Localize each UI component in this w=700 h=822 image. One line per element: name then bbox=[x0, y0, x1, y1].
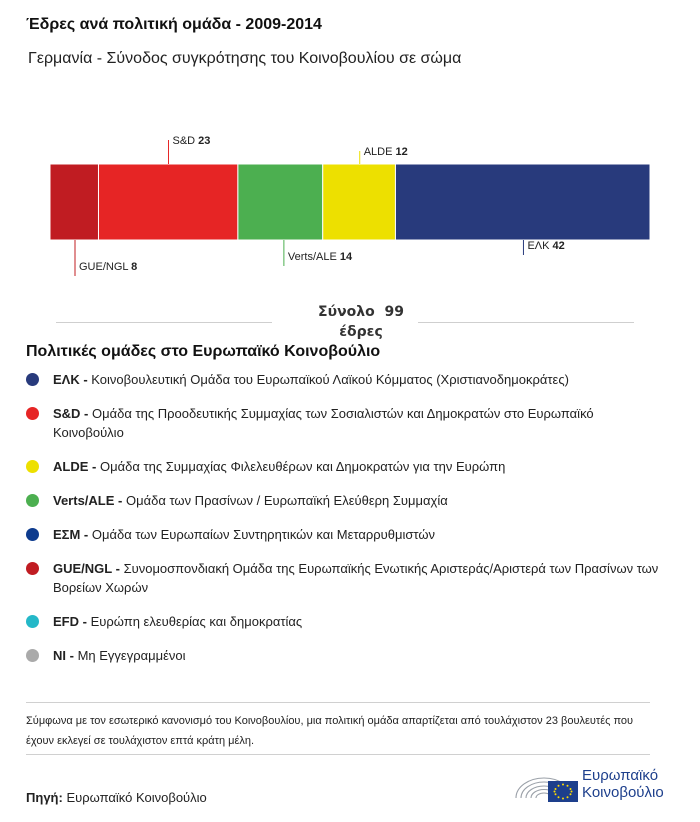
legend-dot bbox=[26, 528, 39, 541]
source-value: Ευρωπαϊκό Κοινοβούλιο bbox=[66, 790, 207, 805]
legend-dot bbox=[26, 373, 39, 386]
total-left-rule bbox=[56, 322, 272, 323]
party-legend bbox=[26, 370, 666, 680]
data-label-gue-ngl: GUE/NGL 8 bbox=[79, 261, 138, 273]
bar-segment-gue-ngl bbox=[50, 164, 98, 240]
legend-abbr: ΕΣΜ - bbox=[53, 527, 89, 542]
legend-abbr: NI - bbox=[53, 648, 74, 663]
legend-dot bbox=[26, 407, 39, 420]
legend-abbr: S&D - bbox=[53, 406, 89, 421]
source-line bbox=[26, 790, 207, 805]
legend-text: Μη Εγγεγραμμένοι bbox=[77, 648, 186, 663]
footnote-rule bbox=[26, 754, 650, 755]
legend-dot bbox=[26, 615, 39, 628]
bar-segment-ελκ bbox=[395, 164, 650, 240]
legend-text: Κοινοβουλευτική Ομάδα του Ευρωπαϊκού Λαϊκού Κόμματος (Χριστιανοδημοκράτες) bbox=[91, 372, 569, 387]
legend-abbr: ΕΛΚ - bbox=[53, 372, 88, 387]
total-label: Σύνολο bbox=[318, 304, 375, 320]
chart-subtitle: Γερμανία - Σύνοδος συγκρότησης του Κοινοβουλίου σε σώμα bbox=[28, 50, 462, 67]
total-right-rule bbox=[418, 322, 634, 323]
seats-stacked-bar-chart bbox=[0, 130, 700, 290]
logo-text bbox=[582, 767, 664, 801]
legend-item-efd bbox=[26, 612, 666, 631]
legend-text: Ευρώπη ελευθερίας και δημοκρατίας bbox=[90, 614, 303, 629]
data-label-ελκ: ΕΛΚ 42 bbox=[527, 240, 565, 252]
total-seats bbox=[0, 302, 700, 342]
footnote: Σύμφωνα με τον εσωτερικό κανονισμό του Κοινοβουλίου, μια πολιτική ομάδα απαρτίζεται από τουλάχιστον 23 βουλευτές που έχουν εκλεγεί σε τουλάχιστον επτά κράτη μέλη. bbox=[26, 702, 650, 751]
bar-segment-alde bbox=[323, 164, 396, 240]
legend-abbr: Verts/ALE - bbox=[53, 493, 123, 508]
legend-text: Ομάδα των Ευρωπαίων Συντηρητικών και Μεταρρυθμιστών bbox=[91, 527, 436, 542]
legend-dot bbox=[26, 649, 39, 662]
legend-dot bbox=[26, 494, 39, 507]
legend-text: Συνομοσπονδιακή Ομάδα της Ευρωπαϊκής Ενωτικής Αριστεράς/Αριστερά των Πρασίνων των Βορείων Χωρών bbox=[53, 561, 659, 595]
legend-text: Ομάδα της Προοδευτικής Συμμαχίας των Σοσιαλιστών και Δημοκρατών στο Ευρωπαϊκό Κοινοβούλιο bbox=[53, 406, 594, 440]
data-label-s-d: S&D 23 bbox=[172, 135, 211, 147]
legend-item-ni bbox=[26, 646, 666, 665]
bar-segment-s-d bbox=[98, 164, 237, 240]
legend-text: Ομάδα των Πρασίνων / Ευρωπαϊκή Ελεύθερη Συμμαχία bbox=[125, 493, 448, 508]
logo-line-1: Ευρωπαϊκό bbox=[582, 767, 659, 784]
total-value: 99 bbox=[384, 304, 404, 320]
legend-abbr: GUE/NGL - bbox=[53, 561, 120, 576]
legend-item-esm bbox=[26, 525, 666, 544]
source-label: Πηγή: bbox=[26, 790, 63, 805]
legend-item-alde bbox=[26, 457, 666, 476]
legend-abbr: ALDE - bbox=[53, 459, 97, 474]
legend-text: Ομάδα της Συμμαχίας Φιλελευθέρων και Δημοκρατών για την Ευρώπη bbox=[99, 459, 506, 474]
data-label-verts-ale: Verts/ALE 14 bbox=[287, 251, 353, 263]
legend-abbr: EFD - bbox=[53, 614, 87, 629]
bar-segment-verts-ale bbox=[238, 164, 323, 240]
legend-heading: Πολιτικές ομάδες στο Ευρωπαϊκό Κοινοβούλιο bbox=[26, 343, 381, 360]
legend-item-elk bbox=[26, 370, 666, 389]
logo-line-2: Κοινοβούλιο bbox=[582, 784, 664, 801]
legend-item-sd bbox=[26, 404, 666, 442]
total-unit: έδρες bbox=[339, 324, 383, 340]
total-label-block bbox=[318, 302, 404, 342]
legend-dot bbox=[26, 460, 39, 473]
legend-item-gue-ngl bbox=[26, 559, 666, 597]
chart-title: Έδρες ανά πολιτική ομάδα - 2009-2014 bbox=[26, 16, 322, 33]
legend-dot bbox=[26, 562, 39, 575]
data-label-alde: ALDE 12 bbox=[363, 146, 408, 158]
legend-item-verts-ale bbox=[26, 491, 666, 510]
